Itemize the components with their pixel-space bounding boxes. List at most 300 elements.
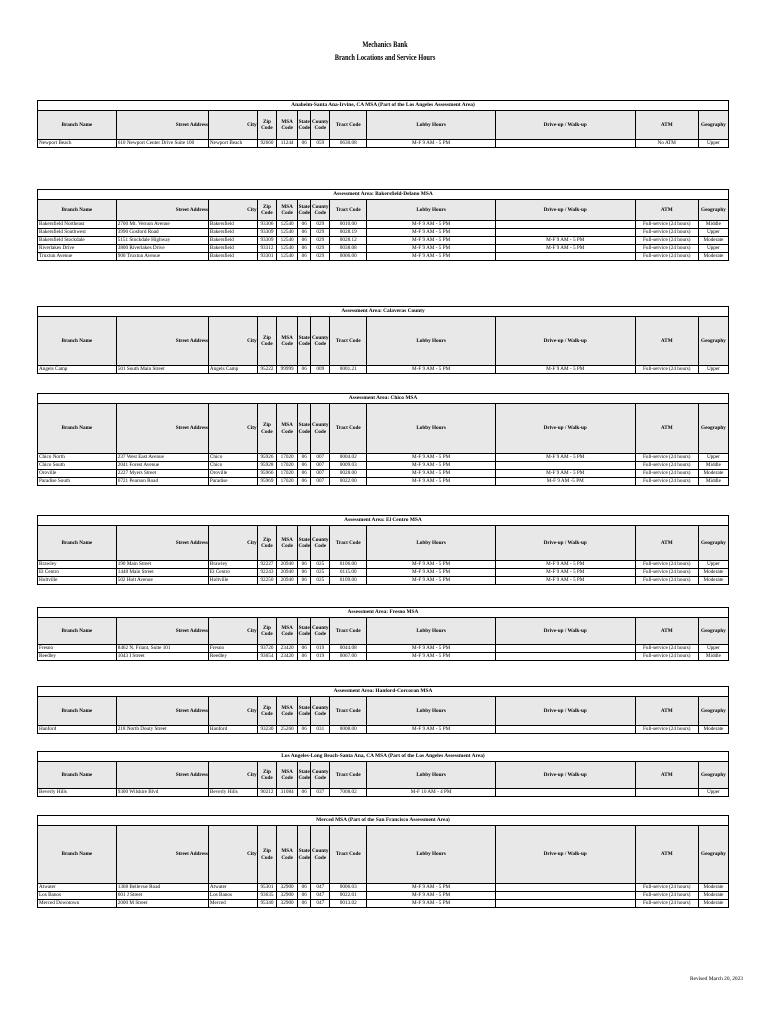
table-cell: 007 — [311, 454, 330, 462]
column-header: MSA Code — [277, 526, 298, 561]
column-header: Lobby Hours — [367, 111, 495, 140]
column-header: County Code — [311, 618, 330, 645]
column-header: Lobby Hours — [367, 826, 495, 884]
table-cell: 025 — [311, 561, 330, 569]
table-cell: Full-service (24 hours) — [635, 253, 698, 261]
column-header: Street Address — [116, 111, 208, 140]
column-header: County Code — [311, 200, 330, 221]
table-cell: Moderate — [698, 470, 728, 478]
column-header: Zip Code — [257, 317, 277, 366]
table-cell: M-F 9 AM - 5 PM — [367, 884, 495, 892]
column-header: Geography — [698, 111, 728, 140]
table-cell — [495, 253, 635, 261]
table-cell: Bakersfield — [208, 253, 257, 261]
table-cell: M-F 9 AM - 5 PM — [367, 454, 495, 462]
table-cell: M-F 9 AM - 5 PM — [367, 221, 495, 229]
table-cell: Bakersfield Northeast — [38, 221, 117, 229]
table-row — [38, 237, 729, 245]
table-cell: 06 — [298, 561, 311, 569]
table-row — [38, 221, 729, 229]
table-row — [38, 253, 729, 261]
table-cell: 12540 — [277, 237, 298, 245]
column-header: Zip Code — [257, 697, 277, 726]
column-header: ATM — [635, 697, 698, 726]
column-header: City — [208, 404, 257, 454]
table-cell: Hanford — [208, 726, 257, 734]
table-cell: 5151 Stockdale Highway — [116, 237, 208, 245]
column-header: Drive-up / Walk-up — [495, 618, 635, 645]
table-cell: 2227 Myers Street — [116, 470, 208, 478]
table-cell: 501 South Main Street — [116, 366, 208, 374]
table-cell: 11244 — [277, 140, 298, 148]
column-header: County Code — [311, 111, 330, 140]
column-header: Lobby Hours — [367, 526, 495, 561]
table-cell: Full-service (24 hours) — [635, 462, 698, 470]
table-cell: Bakersfield — [208, 237, 257, 245]
table-cell: 029 — [311, 229, 330, 237]
table-cell: 0067.00 — [330, 653, 367, 661]
table-cell: Los Banos — [38, 892, 117, 900]
branch-table — [37, 617, 729, 661]
table-cell: 0028.00 — [330, 470, 367, 478]
table-row — [38, 577, 729, 585]
table-cell: Bakersfield — [208, 245, 257, 253]
table-cell: Middle — [698, 653, 728, 661]
column-header: Street Address — [116, 697, 208, 726]
column-header: County Code — [311, 404, 330, 454]
table-cell: M-F 9 AM - 5 PM — [367, 478, 495, 486]
table-cell: 0115.00 — [330, 569, 367, 577]
column-header: County Code — [311, 697, 330, 726]
table-cell: Truxtun Avenue — [38, 253, 117, 261]
area-title: Assessment Area: Calaveras County — [37, 306, 729, 316]
table-cell: Full-service (24 hours) — [635, 245, 698, 253]
column-header: Geography — [698, 618, 728, 645]
table-cell: 7008.02 — [330, 789, 367, 797]
area-title: Assessment Area: Hanford-Corcoran MSA — [37, 686, 729, 696]
table-row — [38, 245, 729, 253]
table-cell: 06 — [298, 470, 311, 478]
table-cell: Full-service (24 hours) — [635, 892, 698, 900]
table-cell: 0001.21 — [330, 366, 367, 374]
table-cell: 8462 N. Friant, Suite 101 — [116, 645, 208, 653]
table-cell: 0028.19 — [330, 229, 367, 237]
table-cell: 12540 — [277, 229, 298, 237]
column-header: Street Address — [116, 618, 208, 645]
table-cell: M-F 9 AM - 5 PM — [495, 237, 635, 245]
column-header: Zip Code — [257, 618, 277, 645]
table-cell: Reedley — [208, 653, 257, 661]
table-row — [38, 789, 729, 797]
table-cell: Bakersfield — [208, 229, 257, 237]
table-cell: Chico South — [38, 462, 117, 470]
table-cell: 93720 — [257, 645, 277, 653]
table-cell: Holtville — [208, 577, 257, 585]
column-header: State Code — [298, 111, 311, 140]
table-cell: 06 — [298, 245, 311, 253]
table-cell: 3990 Gosford Road — [116, 229, 208, 237]
table-cell: 17020 — [277, 478, 298, 486]
table-cell: 95301 — [257, 884, 277, 892]
table-cell: Middle — [698, 478, 728, 486]
table-cell: 0009.03 — [330, 462, 367, 470]
table-cell: Full-service (24 hours) — [635, 653, 698, 661]
table-cell: El Centro — [208, 569, 257, 577]
table-cell: Paradise — [208, 478, 257, 486]
table-cell: Reedley — [38, 653, 117, 661]
area-title: Merced MSA (Part of the San Francisco Assessment Area) — [37, 815, 729, 825]
table-cell: 0008.00 — [330, 726, 367, 734]
table-cell — [495, 789, 635, 797]
branch-table — [37, 316, 729, 374]
column-header: ATM — [635, 111, 698, 140]
table-cell: 17020 — [277, 470, 298, 478]
column-header: Tract Code — [330, 404, 367, 454]
table-cell: 06 — [298, 569, 311, 577]
table-cell: Full-service (24 hours) — [635, 577, 698, 585]
table-row — [38, 366, 729, 374]
area-title: Los Angeles-Long Beach-Santa Ana, CA MSA (Part of the Los Angeles Assessment Area) — [37, 751, 729, 761]
table-cell: 007 — [311, 478, 330, 486]
table-cell: 019 — [311, 653, 330, 661]
table-cell: 06 — [298, 789, 311, 797]
table-cell: M-F 9 AM - 5 PM — [367, 470, 495, 478]
table-cell: 93654 — [257, 653, 277, 661]
column-header: Geography — [698, 526, 728, 561]
table-cell: 3800 Riverlakes Drive — [116, 245, 208, 253]
table-cell: Paradise South — [38, 478, 117, 486]
table-cell: M-F 9 AM - 5 PM — [367, 577, 495, 585]
area-section — [37, 686, 729, 734]
table-cell: Upper — [698, 645, 728, 653]
table-cell — [495, 900, 635, 908]
column-header: State Code — [298, 618, 311, 645]
table-cell: 0038.08 — [330, 245, 367, 253]
table-cell: Moderate — [698, 726, 728, 734]
table-cell — [495, 229, 635, 237]
table-cell: 95340 — [257, 900, 277, 908]
table-cell: Atwater — [38, 884, 117, 892]
table-cell: 06 — [298, 900, 311, 908]
table-cell: Full-service (24 hours) — [635, 645, 698, 653]
branch-table — [37, 761, 729, 797]
branch-table — [37, 825, 729, 908]
table-cell: Bakersfield — [208, 221, 257, 229]
table-cell: 92250 — [257, 577, 277, 585]
table-cell: 1368 Bellevue Road — [116, 884, 208, 892]
column-header: MSA Code — [277, 317, 298, 366]
column-header: Branch Name — [38, 526, 117, 561]
branch-table — [37, 199, 729, 261]
table-cell: Chico — [208, 462, 257, 470]
table-cell: M-F 9 AM - 5 PM — [495, 561, 635, 569]
table-cell: 007 — [311, 470, 330, 478]
table-cell: Middle — [698, 462, 728, 470]
table-cell: Moderate — [698, 253, 728, 261]
table-cell: Fresno — [208, 645, 257, 653]
column-header: MSA Code — [277, 762, 298, 789]
table-cell: 009 — [311, 366, 330, 374]
table-cell: M-F 9 AM - 5 PM — [367, 726, 495, 734]
table-cell: 95222 — [257, 366, 277, 374]
column-header: City — [208, 826, 257, 884]
column-header: Drive-up / Walk-up — [495, 697, 635, 726]
table-row — [38, 645, 729, 653]
column-header: Geography — [698, 762, 728, 789]
table-cell: 06 — [298, 221, 311, 229]
area-section — [37, 515, 729, 585]
column-header: Branch Name — [38, 404, 117, 454]
table-row — [38, 892, 729, 900]
table-cell: Brawley — [208, 561, 257, 569]
table-cell: 20940 — [277, 569, 298, 577]
area-title: Assessment Area: Chico MSA — [37, 393, 729, 403]
table-cell: Newport Beach — [208, 140, 257, 148]
table-cell: Moderate — [698, 577, 728, 585]
table-cell: M-F 9 AM - 5 PM — [367, 892, 495, 900]
column-header: State Code — [298, 526, 311, 561]
column-header: Tract Code — [330, 526, 367, 561]
table-cell: 12540 — [277, 253, 298, 261]
table-cell: Upper — [698, 366, 728, 374]
column-header: City — [208, 317, 257, 366]
column-header: ATM — [635, 618, 698, 645]
table-cell: M-F 9 AM - 5 PM — [367, 140, 495, 148]
table-cell: 0013.02 — [330, 900, 367, 908]
table-cell: Middle — [698, 221, 728, 229]
column-header: Street Address — [116, 404, 208, 454]
revision-date: Revised March 20, 2023 — [690, 976, 743, 982]
column-header: Lobby Hours — [367, 697, 495, 726]
table-row — [38, 900, 729, 908]
table-cell: Beverly Hills — [208, 789, 257, 797]
table-cell: 6721 Pearson Road — [116, 478, 208, 486]
table-cell: Bakersfield Stockdale — [38, 237, 117, 245]
column-header: County Code — [311, 762, 330, 789]
table-cell: 93312 — [257, 245, 277, 253]
table-cell: 2000 M Street — [116, 900, 208, 908]
column-header: Lobby Hours — [367, 618, 495, 645]
column-header: ATM — [635, 762, 698, 789]
table-cell: Upper — [698, 140, 728, 148]
table-cell: 047 — [311, 900, 330, 908]
table-cell: 007 — [311, 462, 330, 470]
column-header: Zip Code — [257, 200, 277, 221]
table-cell: 06 — [298, 478, 311, 486]
table-cell: 06 — [298, 454, 311, 462]
column-header: Zip Code — [257, 826, 277, 884]
column-header: County Code — [311, 826, 330, 884]
table-cell: 95928 — [257, 462, 277, 470]
table-cell: Chico — [208, 454, 257, 462]
table-cell: 037 — [311, 789, 330, 797]
table-cell: Full-service (24 hours) — [635, 366, 698, 374]
table-cell: Chico North — [38, 454, 117, 462]
table-cell: M-F 9 AM - 5 PM — [367, 253, 495, 261]
table-cell: 2041 Forest Avenue — [116, 462, 208, 470]
table-cell: 0109.00 — [330, 577, 367, 585]
table-cell: 92227 — [257, 561, 277, 569]
table-cell: 32900 — [277, 892, 298, 900]
table-cell: M-F 9 AM - 5 PM — [367, 366, 495, 374]
column-header: Tract Code — [330, 826, 367, 884]
table-row — [38, 470, 729, 478]
table-cell: M-F 9 AM - 5 PM — [367, 229, 495, 237]
table-cell: Atwater — [208, 884, 257, 892]
table-cell: M-F 9 AM - 5 PM — [495, 569, 635, 577]
table-cell: El Centro — [38, 569, 117, 577]
table-cell — [495, 884, 635, 892]
table-cell: M-F 9 AM - 5 PM — [495, 454, 635, 462]
table-cell: 17020 — [277, 454, 298, 462]
column-header: Geography — [698, 404, 728, 454]
page-subtitle: Branch Locations and Service Hours — [334, 53, 436, 62]
table-cell: 06 — [298, 229, 311, 237]
table-cell: 06 — [298, 726, 311, 734]
table-cell: 06 — [298, 653, 311, 661]
column-header: Geography — [698, 200, 728, 221]
table-row — [38, 884, 729, 892]
table-cell: 9300 Wilshire Blvd — [116, 789, 208, 797]
table-cell: 06 — [298, 366, 311, 374]
table-cell: 95969 — [257, 478, 277, 486]
area-section — [37, 100, 729, 148]
table-cell: 23420 — [277, 645, 298, 653]
table-cell: 1043 I Street — [116, 653, 208, 661]
column-header: MSA Code — [277, 404, 298, 454]
column-header: Drive-up / Walk-up — [495, 111, 635, 140]
table-cell: 0006.00 — [330, 253, 367, 261]
table-cell: 93230 — [257, 726, 277, 734]
table-cell: 2700 Mt. Vernon Avenue — [116, 221, 208, 229]
table-cell: 93301 — [257, 253, 277, 261]
column-header: City — [208, 200, 257, 221]
table-cell: Full-service (24 hours) — [635, 884, 698, 892]
table-cell: 32900 — [277, 884, 298, 892]
column-header: Drive-up / Walk-up — [495, 404, 635, 454]
column-header: Drive-up / Walk-up — [495, 826, 635, 884]
table-cell: M-F 9 AM - 5 PM — [367, 237, 495, 245]
table-cell — [495, 726, 635, 734]
table-cell — [495, 645, 635, 653]
table-row — [38, 454, 729, 462]
table-cell: 23420 — [277, 653, 298, 661]
table-cell: 06 — [298, 140, 311, 148]
table-cell: Moderate — [698, 892, 728, 900]
table-cell: M-F 9 AM - 5 PM — [495, 577, 635, 585]
table-cell: 0630.08 — [330, 140, 367, 148]
table-cell — [635, 789, 698, 797]
table-row — [38, 229, 729, 237]
table-cell: M-F 9 AM -5 PM — [495, 478, 635, 486]
table-cell: No ATM — [635, 140, 698, 148]
table-cell: 0022.00 — [330, 478, 367, 486]
table-cell: 059 — [311, 140, 330, 148]
table-cell: 1448 Main Street — [116, 569, 208, 577]
table-cell: Full-service (24 hours) — [635, 569, 698, 577]
column-header: Tract Code — [330, 200, 367, 221]
column-header: State Code — [298, 826, 311, 884]
table-cell: Merced Downtown — [38, 900, 117, 908]
table-row — [38, 140, 729, 148]
table-cell: M-F 9 AM - 5 PM — [495, 245, 635, 253]
column-header: Branch Name — [38, 697, 117, 726]
column-header: Lobby Hours — [367, 317, 495, 366]
table-cell: 12540 — [277, 245, 298, 253]
table-cell: 17020 — [277, 462, 298, 470]
branch-table — [37, 525, 729, 585]
table-cell: Upper — [698, 229, 728, 237]
table-cell: Full-service (24 hours) — [635, 561, 698, 569]
table-row — [38, 569, 729, 577]
table-cell: 93306 — [257, 221, 277, 229]
column-header: City — [208, 618, 257, 645]
table-cell: 06 — [298, 892, 311, 900]
table-cell: Merced — [208, 900, 257, 908]
table-cell: Upper — [698, 561, 728, 569]
table-cell: 025 — [311, 569, 330, 577]
table-cell: 95926 — [257, 454, 277, 462]
table-cell: 0028.12 — [330, 237, 367, 245]
column-header: ATM — [635, 317, 698, 366]
table-cell: 047 — [311, 892, 330, 900]
table-cell: Upper — [698, 789, 728, 797]
table-cell: Fresno — [38, 645, 117, 653]
table-cell: M-F 9 AM - 5 PM — [367, 645, 495, 653]
table-cell: 93309 — [257, 237, 277, 245]
area-section — [37, 306, 729, 374]
table-cell: 190 Main Street — [116, 561, 208, 569]
column-header: Tract Code — [330, 762, 367, 789]
table-cell: 218 North Douty Street — [116, 726, 208, 734]
table-cell — [495, 140, 635, 148]
branch-table — [37, 110, 729, 148]
table-cell: Moderate — [698, 884, 728, 892]
table-cell: Moderate — [698, 569, 728, 577]
table-cell: 06 — [298, 462, 311, 470]
table-cell: Full-service (24 hours) — [635, 478, 698, 486]
column-header: Drive-up / Walk-up — [495, 526, 635, 561]
table-cell: 019 — [311, 645, 330, 653]
table-cell: Full-service (24 hours) — [635, 229, 698, 237]
table-cell: Brawley — [38, 561, 117, 569]
table-cell: 31084 — [277, 789, 298, 797]
table-cell: Newport Beach — [38, 140, 117, 148]
column-header: Zip Code — [257, 111, 277, 140]
table-cell: Bakersfield Southwest — [38, 229, 117, 237]
table-cell: 06 — [298, 253, 311, 261]
column-header: Geography — [698, 317, 728, 366]
table-cell: 029 — [311, 221, 330, 229]
column-header: ATM — [635, 526, 698, 561]
table-row — [38, 653, 729, 661]
column-header: Street Address — [116, 762, 208, 789]
table-cell: Moderate — [698, 900, 728, 908]
column-header: County Code — [311, 526, 330, 561]
table-cell: M-F 9 AM - 5 PM — [367, 900, 495, 908]
column-header: Branch Name — [38, 762, 117, 789]
branch-table — [37, 696, 729, 734]
column-header: State Code — [298, 200, 311, 221]
column-header: Branch Name — [38, 111, 117, 140]
table-cell: 900 Truxtun Avenue — [116, 253, 208, 261]
table-cell: Full-service (24 hours) — [635, 726, 698, 734]
table-row — [38, 478, 729, 486]
column-header: MSA Code — [277, 618, 298, 645]
column-header: State Code — [298, 317, 311, 366]
area-section — [37, 751, 729, 797]
table-cell: Full-service (24 hours) — [635, 221, 698, 229]
